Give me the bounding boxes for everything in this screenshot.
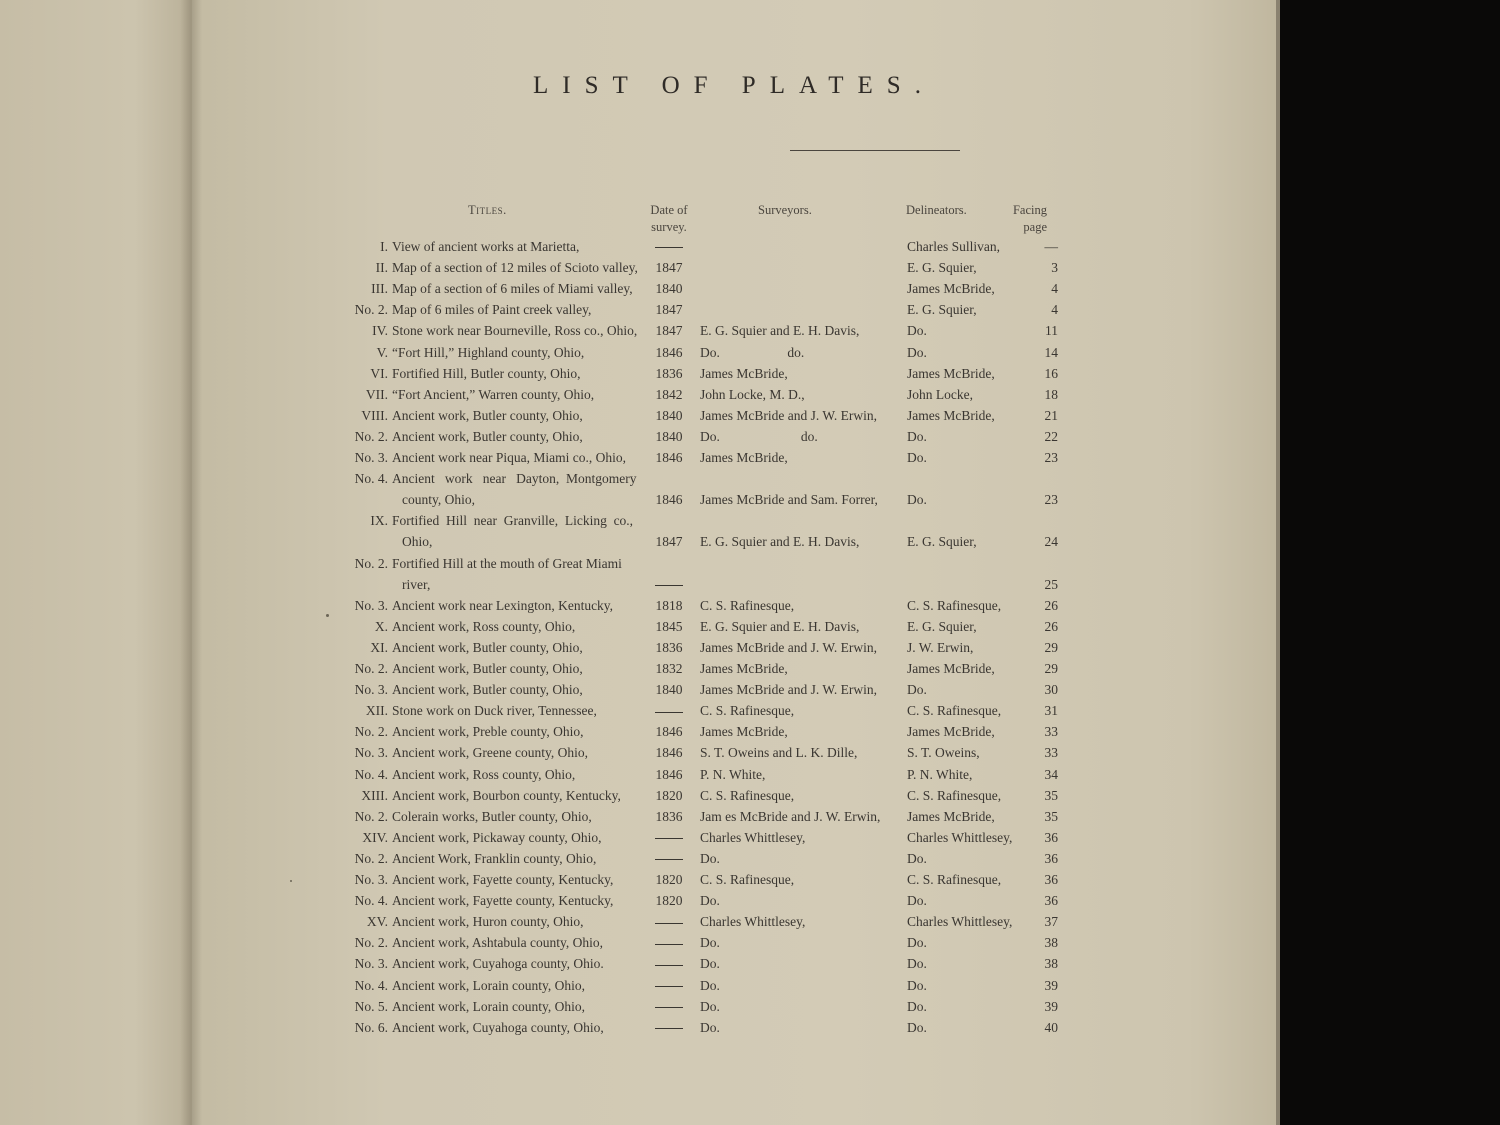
plate-title: Stone work near Bourneville, Ross co., Ohio, bbox=[392, 323, 638, 339]
survey-date: 1846 bbox=[655, 745, 683, 761]
header-date bbox=[647, 202, 691, 236]
facing-page-number: 4 bbox=[1051, 302, 1058, 318]
delineators: Do. bbox=[907, 893, 927, 909]
delineators: Do. bbox=[907, 344, 927, 360]
plate-title: Ancient work, Cuyahoga county, Ohio, bbox=[392, 1019, 604, 1035]
plate-number: No. 2. bbox=[354, 428, 388, 444]
plate-title: Ohio, bbox=[402, 534, 433, 550]
facing-page-number: 34 bbox=[1044, 766, 1058, 782]
surveyors: E. G. Squier and E. H. Davis, bbox=[700, 323, 860, 339]
plate-number: XII. bbox=[365, 703, 388, 719]
survey-date: 1842 bbox=[655, 386, 683, 402]
delineators: James McBride, bbox=[907, 808, 995, 824]
table-row bbox=[0, 342, 1500, 363]
delineators: C. S. Rafinesque, bbox=[907, 787, 1002, 803]
table-row bbox=[0, 658, 1500, 679]
surveyors: Charles Whittlesey, bbox=[700, 829, 806, 845]
delineators: C. S. Rafinesque, bbox=[907, 872, 1002, 887]
plate-number: No. 6. bbox=[354, 1019, 388, 1035]
table-row bbox=[0, 278, 1500, 299]
plate-title: Ancient work, Butler county, Ohio, bbox=[392, 428, 583, 444]
survey-date: 1846 bbox=[655, 766, 683, 782]
facing-page-number: 26 bbox=[1044, 597, 1058, 613]
delineators: Do. bbox=[907, 977, 927, 993]
facing-page-number: 23 bbox=[1044, 492, 1058, 508]
table-row bbox=[0, 553, 1500, 574]
plate-title: Fortified Hill at the mouth of Great Miami bbox=[392, 555, 622, 571]
plate-title: Fortified Hill, Butler county, Ohio, bbox=[392, 365, 581, 381]
delineators: E. G. Squier, bbox=[907, 534, 977, 550]
plate-number: No. 2. bbox=[354, 850, 388, 866]
plate-title: Ancient work, Huron county, Ohio, bbox=[392, 914, 584, 930]
survey-date bbox=[648, 975, 690, 996]
table-row bbox=[0, 616, 1500, 637]
survey-date bbox=[648, 911, 690, 932]
table-row bbox=[0, 869, 1500, 890]
table-row bbox=[0, 721, 1500, 742]
plate-number: III. bbox=[371, 281, 388, 297]
plate-number: No. 2. bbox=[354, 661, 388, 676]
surveyors: James McBride and Sam. Forrer, bbox=[700, 492, 878, 508]
plate-title: Ancient work, Butler county, Ohio, bbox=[392, 407, 583, 423]
delineators: Do. bbox=[907, 323, 927, 339]
survey-date: 1840 bbox=[655, 407, 683, 423]
delineators: S. T. Oweins, bbox=[907, 745, 980, 761]
plate-title: Stone work on Duck river, Tennessee, bbox=[392, 703, 597, 719]
survey-date: 1847 bbox=[655, 260, 683, 276]
survey-date: 1836 bbox=[655, 808, 683, 824]
plate-number: II. bbox=[375, 260, 388, 276]
plate-title: Map of a section of 6 miles of Miami valley, bbox=[392, 281, 633, 297]
facing-page-number: 4 bbox=[1051, 281, 1058, 297]
survey-date bbox=[648, 236, 690, 257]
plate-title: Ancient work near Lexington, Kentucky, bbox=[392, 597, 614, 613]
survey-date bbox=[648, 996, 690, 1017]
plate-number: XV. bbox=[366, 914, 388, 930]
survey-date: 1847 bbox=[655, 302, 683, 318]
table-row bbox=[0, 236, 1500, 257]
survey-date: 1847 bbox=[655, 534, 683, 550]
plate-title: Ancient work, Ashtabula county, Ohio, bbox=[392, 935, 603, 951]
plate-number: VIII. bbox=[361, 407, 388, 423]
plate-number: VII. bbox=[365, 386, 388, 402]
surveyors: Do. do. bbox=[700, 428, 818, 444]
table-row bbox=[0, 637, 1500, 658]
plate-title: Ancient work near Dayton, Montgomery bbox=[392, 471, 637, 487]
dash-rule bbox=[655, 1007, 683, 1008]
table-row bbox=[0, 405, 1500, 426]
survey-date: 1846 bbox=[655, 344, 683, 360]
delineators: Do. bbox=[907, 1019, 927, 1035]
plate-title: View of ancient works at Marietta, bbox=[392, 239, 580, 254]
surveyors: C. S. Rafinesque, bbox=[700, 597, 795, 613]
plate-number: V. bbox=[376, 344, 388, 360]
table-row bbox=[0, 299, 1500, 320]
facing-page-number: — bbox=[1044, 239, 1058, 254]
delineators: Do. bbox=[907, 682, 927, 698]
facing-page-number: 11 bbox=[1045, 323, 1058, 339]
table-row bbox=[0, 363, 1500, 384]
facing-page-number: 36 bbox=[1044, 850, 1058, 866]
table-row bbox=[0, 975, 1500, 996]
delineators: Charles Whittlesey, bbox=[907, 829, 1013, 845]
facing-page-number: 38 bbox=[1044, 956, 1058, 972]
delineators: Charles Sullivan, bbox=[907, 239, 1000, 254]
facing-page-number: 25 bbox=[1044, 576, 1058, 592]
plate-title: Ancient work, Fayette county, Kentucky, bbox=[392, 872, 614, 887]
plate-title: Ancient work, Ross county, Ohio, bbox=[392, 618, 576, 634]
delineators: E. G. Squier, bbox=[907, 260, 977, 276]
survey-date: 1820 bbox=[655, 787, 683, 803]
facing-page-number: 38 bbox=[1044, 935, 1058, 951]
page-title: LIST OF PLATES. bbox=[533, 72, 935, 99]
survey-date: 1840 bbox=[655, 281, 683, 297]
survey-date: 1847 bbox=[655, 323, 683, 339]
plate-number: No. 4. bbox=[354, 893, 388, 909]
surveyors: P. N. White, bbox=[700, 766, 766, 782]
table-row bbox=[0, 531, 1500, 552]
plate-number: No. 3. bbox=[354, 956, 388, 972]
header-date-line1: Date of bbox=[650, 203, 688, 217]
facing-page-number: 18 bbox=[1044, 386, 1058, 402]
header-date-line2: survey. bbox=[651, 220, 687, 234]
surveyors: James McBride, bbox=[700, 661, 788, 676]
delineators: James McBride, bbox=[907, 661, 995, 676]
facing-page-number: 35 bbox=[1044, 787, 1058, 803]
plate-number: No. 2. bbox=[354, 808, 388, 824]
plate-number: XIII. bbox=[361, 787, 388, 803]
table-row bbox=[0, 953, 1500, 974]
survey-date bbox=[648, 932, 690, 953]
facing-page-number: 39 bbox=[1044, 998, 1058, 1014]
facing-page-number: 29 bbox=[1044, 639, 1058, 655]
survey-date bbox=[648, 700, 690, 721]
table-row bbox=[0, 595, 1500, 616]
plate-number: IV. bbox=[372, 323, 388, 339]
facing-page-number: 36 bbox=[1044, 893, 1058, 909]
dash-rule bbox=[655, 247, 683, 248]
surveyors: C. S. Rafinesque, bbox=[700, 703, 795, 719]
table-row bbox=[0, 911, 1500, 932]
surveyors: Do. bbox=[700, 1019, 720, 1035]
surveyors: Do. bbox=[700, 893, 720, 909]
table-row bbox=[0, 806, 1500, 827]
facing-page-number: 26 bbox=[1044, 618, 1058, 634]
surveyors: James McBride, bbox=[700, 450, 788, 465]
plate-number: VI. bbox=[370, 365, 388, 381]
facing-page-number: 24 bbox=[1044, 534, 1058, 550]
delineators: Do. bbox=[907, 850, 927, 866]
facing-page-number: 29 bbox=[1044, 661, 1058, 676]
delineators: E. G. Squier, bbox=[907, 618, 977, 634]
plate-number: No. 3. bbox=[354, 682, 388, 698]
surveyors: James McBride and J. W. Erwin, bbox=[700, 639, 877, 655]
plate-title: Colerain works, Butler county, Ohio, bbox=[392, 808, 592, 824]
survey-date: 1832 bbox=[655, 661, 683, 676]
surveyors: E. G. Squier and E. H. Davis, bbox=[700, 618, 860, 634]
facing-page-number: 33 bbox=[1044, 724, 1058, 740]
table-row bbox=[0, 447, 1500, 468]
plate-number: I. bbox=[380, 239, 388, 254]
table-row bbox=[0, 384, 1500, 405]
facing-page-number: 36 bbox=[1044, 829, 1058, 845]
facing-page-number: 14 bbox=[1044, 344, 1058, 360]
dash-rule bbox=[655, 965, 683, 966]
delineators: Do. bbox=[907, 450, 927, 465]
plate-number: No. 3. bbox=[354, 872, 388, 887]
survey-date bbox=[648, 1017, 690, 1038]
table-row bbox=[0, 679, 1500, 700]
plate-number: No. 5. bbox=[354, 998, 388, 1014]
surveyors: C. S. Rafinesque, bbox=[700, 872, 795, 887]
surveyors: John Locke, M. D., bbox=[700, 386, 805, 402]
survey-date: 1820 bbox=[655, 893, 683, 909]
plate-number: No. 2. bbox=[354, 724, 388, 740]
plate-title: Ancient work, Preble county, Ohio, bbox=[392, 724, 584, 740]
surveyors: James McBride and J. W. Erwin, bbox=[700, 407, 877, 423]
surveyors: Do. bbox=[700, 850, 720, 866]
survey-date bbox=[648, 953, 690, 974]
delineators: John Locke, bbox=[907, 386, 973, 402]
plate-title: Ancient work, Butler county, Ohio, bbox=[392, 639, 583, 655]
header-surveyors: Surveyors. bbox=[758, 203, 812, 217]
delineators: C. S. Rafinesque, bbox=[907, 703, 1002, 719]
plate-title: Ancient work, Butler county, Ohio, bbox=[392, 682, 583, 698]
table-row bbox=[0, 257, 1500, 278]
facing-page-number: 21 bbox=[1044, 407, 1058, 423]
facing-page-number: 37 bbox=[1044, 914, 1058, 930]
delineators: Do. bbox=[907, 428, 927, 444]
delineators: Do. bbox=[907, 956, 927, 972]
survey-date bbox=[648, 574, 690, 595]
delineators: Do. bbox=[907, 492, 927, 508]
delineators: Charles Whittlesey, bbox=[907, 914, 1013, 930]
table-row bbox=[0, 996, 1500, 1017]
surveyors: Charles Whittlesey, bbox=[700, 914, 806, 930]
plate-title: Ancient work near Piqua, Miami co., Ohio, bbox=[392, 450, 626, 465]
survey-date: 1846 bbox=[655, 492, 683, 508]
plate-title: Ancient work, Bourbon county, Kentucky, bbox=[392, 787, 621, 803]
survey-date: 1818 bbox=[655, 597, 683, 613]
header-facing-line2: page bbox=[1023, 220, 1047, 234]
table-row bbox=[0, 764, 1500, 785]
plate-title: Ancient work, Cuyahoga county, Ohio. bbox=[392, 956, 604, 972]
plate-number: No. 2. bbox=[354, 935, 388, 951]
plate-number: No. 4. bbox=[354, 766, 388, 782]
dash-rule bbox=[655, 944, 683, 945]
plate-title: “Fort Hill,” Highland county, Ohio, bbox=[392, 344, 585, 360]
surveyors: Do. bbox=[700, 977, 720, 993]
facing-page-number: 23 bbox=[1044, 450, 1058, 465]
survey-date: 1840 bbox=[655, 682, 683, 698]
surveyors: Do. bbox=[700, 956, 720, 972]
delineators: Do. bbox=[907, 935, 927, 951]
delineators: James McBride, bbox=[907, 407, 995, 423]
plate-title: Map of 6 miles of Paint creek valley, bbox=[392, 302, 592, 318]
table-row bbox=[0, 320, 1500, 341]
survey-date: 1836 bbox=[655, 365, 683, 381]
facing-page-number: 40 bbox=[1044, 1019, 1058, 1035]
plate-number: No. 4. bbox=[354, 471, 388, 487]
table-row bbox=[0, 426, 1500, 447]
plate-title: “Fort Ancient,” Warren county, Ohio, bbox=[392, 386, 595, 402]
survey-date: 1846 bbox=[655, 724, 683, 740]
plate-number: No. 2. bbox=[354, 555, 388, 571]
surveyors: James McBride, bbox=[700, 724, 788, 740]
delineators: J. W. Erwin, bbox=[907, 639, 974, 655]
facing-page-number: 35 bbox=[1044, 808, 1058, 824]
plate-title: county, Ohio, bbox=[402, 492, 475, 508]
table-row bbox=[0, 574, 1500, 595]
facing-page-number: 36 bbox=[1044, 872, 1058, 887]
facing-page-number: 22 bbox=[1044, 428, 1058, 444]
delineators: Do. bbox=[907, 998, 927, 1014]
delineators: E. G. Squier, bbox=[907, 302, 977, 318]
facing-page-number: 3 bbox=[1051, 260, 1058, 276]
table-row bbox=[0, 468, 1500, 489]
plate-title: Ancient work, Butler county, Ohio, bbox=[392, 661, 583, 676]
plate-number: No. 3. bbox=[354, 450, 388, 465]
delineators: P. N. White, bbox=[907, 766, 973, 782]
plate-title: Ancient work, Lorain county, Ohio, bbox=[392, 998, 585, 1014]
dash-rule bbox=[655, 1028, 683, 1029]
plate-title: Ancient work, Greene county, Ohio, bbox=[392, 745, 588, 761]
plate-number: No. 2. bbox=[354, 302, 388, 318]
plate-number: XI. bbox=[370, 639, 388, 655]
dash-rule bbox=[655, 838, 683, 839]
surveyors: Do. bbox=[700, 998, 720, 1014]
plate-number: IX. bbox=[370, 513, 388, 529]
delineators: James McBride, bbox=[907, 724, 995, 740]
table-row bbox=[0, 700, 1500, 721]
dash-rule bbox=[655, 712, 683, 713]
surveyors: C. S. Rafinesque, bbox=[700, 787, 795, 803]
facing-page-number: 16 bbox=[1044, 365, 1058, 381]
survey-date: 1840 bbox=[655, 428, 683, 444]
dash-rule bbox=[655, 585, 683, 586]
header-delineators: Delineators. bbox=[906, 203, 967, 217]
table-row bbox=[0, 489, 1500, 510]
paper-speck bbox=[326, 614, 329, 617]
header-facing-line1: Facing bbox=[1012, 203, 1047, 217]
table-row bbox=[0, 890, 1500, 911]
delineators: James McBride, bbox=[907, 281, 995, 297]
table-row bbox=[0, 932, 1500, 953]
plate-number: No. 4. bbox=[354, 977, 388, 993]
surveyors: Do. do. bbox=[700, 344, 805, 360]
survey-date: 1836 bbox=[655, 639, 683, 655]
plate-title: Ancient work, Fayette county, Kentucky, bbox=[392, 893, 614, 909]
table-row bbox=[0, 742, 1500, 763]
plate-title: river, bbox=[402, 576, 431, 592]
surveyors: James McBride and J. W. Erwin, bbox=[700, 682, 877, 698]
plate-title: Ancient work, Ross county, Ohio, bbox=[392, 766, 576, 782]
plate-title: Map of a section of 12 miles of Scioto valley, bbox=[392, 260, 638, 276]
surveyors: Do. bbox=[700, 935, 720, 951]
facing-page-number: 33 bbox=[1044, 745, 1058, 761]
survey-date: 1846 bbox=[655, 450, 683, 465]
survey-date bbox=[648, 827, 690, 848]
table-row bbox=[0, 1017, 1500, 1038]
plate-title: Ancient work, Pickaway county, Ohio, bbox=[392, 829, 602, 845]
survey-date: 1845 bbox=[655, 618, 683, 634]
dash-rule bbox=[655, 986, 683, 987]
plate-number: No. 3. bbox=[354, 745, 388, 761]
dash-rule bbox=[655, 859, 683, 860]
surveyors: James McBride, bbox=[700, 365, 788, 381]
delineators: C. S. Rafinesque, bbox=[907, 597, 1002, 613]
facing-page-number: 30 bbox=[1044, 682, 1058, 698]
plate-number: No. 3. bbox=[354, 597, 388, 613]
table-row bbox=[0, 827, 1500, 848]
paper-speck bbox=[290, 880, 292, 882]
plate-title: Ancient work, Lorain county, Ohio, bbox=[392, 977, 585, 993]
surveyors: E. G. Squier and E. H. Davis, bbox=[700, 534, 860, 550]
title-rule bbox=[790, 150, 960, 151]
table-row bbox=[0, 510, 1500, 531]
plate-title: Ancient Work, Franklin county, Ohio, bbox=[392, 850, 597, 866]
facing-page-number: 31 bbox=[1044, 703, 1058, 719]
surveyors: S. T. Oweins and L. K. Dille, bbox=[700, 745, 858, 761]
header-facing-page bbox=[1003, 202, 1047, 236]
facing-page-number: 39 bbox=[1044, 977, 1058, 993]
plate-title: Fortified Hill near Granville, Licking co., bbox=[392, 513, 634, 529]
table-row bbox=[0, 848, 1500, 869]
dash-rule bbox=[655, 923, 683, 924]
header-titles: Titles. bbox=[468, 203, 507, 217]
table-row bbox=[0, 785, 1500, 806]
surveyors: Jam es McBride and J. W. Erwin, bbox=[700, 808, 881, 824]
plate-number: XIV. bbox=[362, 829, 388, 845]
survey-date: 1820 bbox=[655, 872, 683, 887]
survey-date bbox=[648, 848, 690, 869]
delineators: James McBride, bbox=[907, 365, 995, 381]
plate-number: X. bbox=[374, 618, 388, 634]
